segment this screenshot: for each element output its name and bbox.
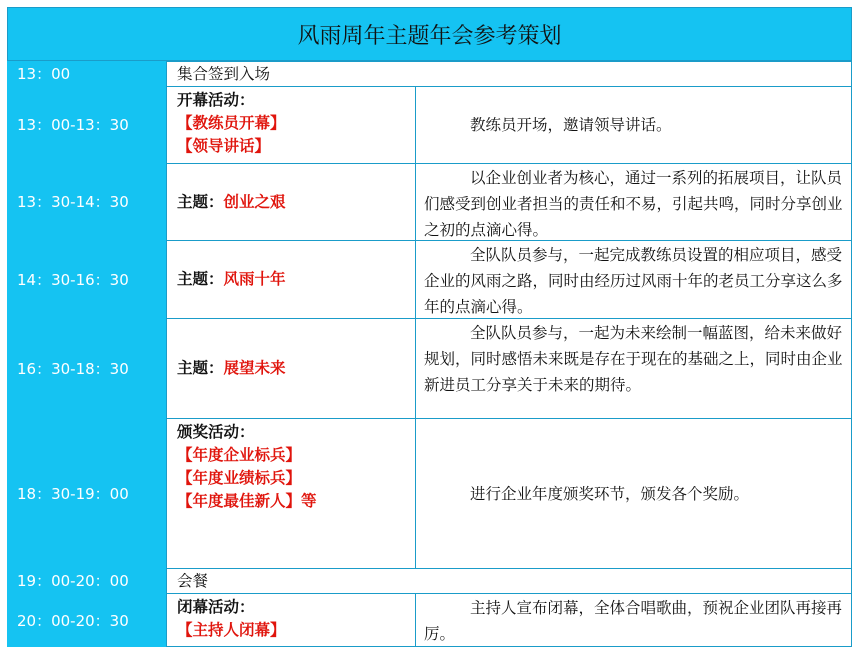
activity-item: 【领导讲话】	[177, 137, 271, 155]
activity-cell	[166, 593, 415, 647]
theme-heading: 主题：	[177, 270, 224, 288]
time-cell: 13：00	[7, 61, 166, 86]
activity-cell	[166, 318, 415, 418]
time-cell: 20：00-20：30	[7, 593, 166, 647]
time-cell: 14：30-16：30	[7, 240, 166, 318]
description-cell	[415, 418, 852, 568]
activity-item: 【年度最佳新人】	[177, 492, 302, 510]
theme-name: 风雨十年	[223, 270, 286, 288]
description-text: 以企业创业者为核心，通过一系列的拓展项目，让队员们感受到创业者担当的责任和不易，引起共鸣，同时分享创业之初的点滴心得。	[424, 169, 843, 239]
theme-heading: 主题：	[177, 192, 224, 211]
table-row	[7, 568, 852, 593]
table-row	[7, 318, 852, 418]
activity-cell	[166, 418, 415, 568]
table-row	[7, 240, 852, 318]
activity-heading: 颁奖活动：	[177, 423, 255, 441]
time-cell: 13：00-13：30	[7, 86, 166, 163]
activity-item: 【年度企业标兵】	[177, 446, 302, 464]
activity-cell: 集合签到入场	[166, 61, 852, 86]
description-cell	[415, 240, 852, 318]
time-cell: 13：30-14：30	[7, 163, 166, 240]
theme-name: 创业之艰	[223, 192, 286, 211]
description-text: 全队队员参与，一起完成教练员设置的相应项目，感受企业的风雨之路，同时由经历过风雨十年的老员工分享这么多年的点滴心得。	[424, 246, 843, 316]
time-cell: 16：30-18：30	[7, 318, 166, 418]
description-cell	[415, 86, 852, 163]
description-text: 主持人宣布闭幕，全体合唱歌曲，预祝企业团队再接再厉。	[424, 599, 843, 643]
activity-cell	[166, 163, 415, 240]
time-cell: 19：00-20：00	[7, 568, 166, 593]
description-text: 全队队员参与，一起为未来绘制一幅蓝图，给未来做好规划，同时感悟未来既是存在于现在的基础之上，同时由企业新进员工分享关于未来的期待。	[424, 324, 843, 394]
activity-cell: 会餐	[166, 568, 852, 593]
description-cell	[415, 593, 852, 647]
activity-item-suffix: 等	[301, 492, 317, 510]
description-text: 进行企业年度颁奖环节，颁发各个奖励。	[470, 484, 750, 503]
table-row	[7, 593, 852, 647]
table-row	[7, 163, 852, 240]
description-cell	[415, 163, 852, 240]
table-row	[7, 418, 852, 568]
description-cell	[415, 318, 852, 418]
table-row	[7, 86, 852, 163]
activity-heading: 闭幕活动：	[177, 598, 255, 616]
activity-item: 【教练员开幕】	[177, 114, 286, 132]
activity-heading: 开幕活动：	[177, 91, 255, 109]
description-text: 教练员开场，邀请领导讲话。	[470, 116, 672, 134]
theme-name: 展望未来	[223, 359, 286, 377]
table-row	[7, 61, 852, 86]
activity-item: 【主持人闭幕】	[177, 621, 286, 639]
activity-cell	[166, 86, 415, 163]
activity-cell	[166, 240, 415, 318]
schedule-table	[7, 7, 852, 647]
theme-heading: 主题：	[177, 359, 224, 377]
time-cell: 18：30-19：00	[7, 418, 166, 568]
table-title: 风雨周年主题年会参考策划	[7, 7, 852, 61]
table-bottom-border	[166, 646, 852, 647]
activity-item: 【年度业绩标兵】	[177, 469, 302, 487]
